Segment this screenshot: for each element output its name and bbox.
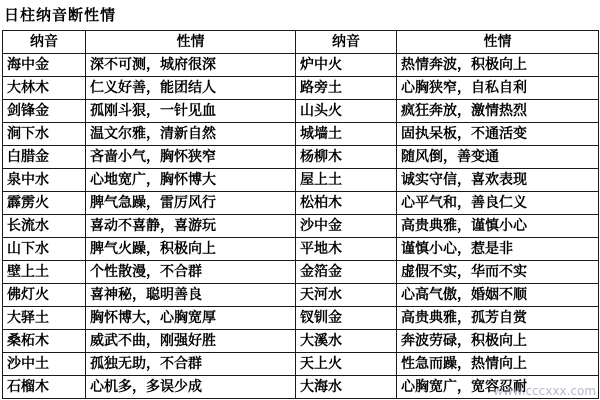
temperament-cell-right: 心高气傲，婚姻不顺 (397, 284, 599, 307)
table-row (3, 77, 599, 100)
nayin-cell-left: 山下水 (3, 238, 86, 261)
temperament-cell-left: 喜动不喜静，喜游玩 (86, 215, 296, 238)
nayin-cell-left: 佛灯火 (3, 284, 86, 307)
nayin-cell-left: 壁上土 (3, 261, 86, 284)
nayin-cell-right: 路旁土 (296, 77, 397, 100)
nayin-cell-left: 大驿土 (3, 307, 86, 330)
nayin-cell-left: 海中金 (3, 54, 86, 77)
watermark: www.cccxxx.com (493, 384, 596, 398)
temperament-cell-right: 诚实守信，喜欢表现 (397, 169, 599, 192)
temperament-cell-right: 高贵典雅，谨慎小心 (397, 215, 599, 238)
table-row (3, 192, 599, 215)
nayin-cell-right: 城墙土 (296, 123, 397, 146)
temperament-cell-right: 热情奔波，积极向上 (397, 54, 599, 77)
table-row (3, 307, 599, 330)
nayin-cell-right: 天上火 (296, 353, 397, 376)
table-body (3, 54, 599, 399)
table-row (3, 238, 599, 261)
temperament-cell-left: 吝啬小气，胸怀狭窄 (86, 146, 296, 169)
nayin-cell-left: 沙中土 (3, 353, 86, 376)
temperament-cell-left: 深不可测，城府很深 (86, 54, 296, 77)
nayin-cell-left: 泉中水 (3, 169, 86, 192)
temperament-cell-right: 疯狂奔放，激情热烈 (397, 100, 599, 123)
table-row (3, 123, 599, 146)
temperament-cell-right: 虚假不实，华而不实 (397, 261, 599, 284)
nayin-cell-right: 松柏木 (296, 192, 397, 215)
temperament-cell-right: 心平气和，善良仁义 (397, 192, 599, 215)
nayin-cell-left: 大林木 (3, 77, 86, 100)
nayin-cell-right: 沙中金 (296, 215, 397, 238)
table-row (3, 146, 599, 169)
nayin-cell-right: 钗钏金 (296, 307, 397, 330)
temperament-cell-left: 个性散漫，不合群 (86, 261, 296, 284)
table-header-row (3, 31, 599, 54)
nayin-cell-right: 平地木 (296, 238, 397, 261)
temperament-cell-left: 脾气火躁，积极向上 (86, 238, 296, 261)
table-row (3, 169, 599, 192)
table-row (3, 54, 599, 77)
temperament-cell-left: 威武不曲，刚强好胜 (86, 330, 296, 353)
table-row (3, 330, 599, 353)
nayin-cell-right: 金箔金 (296, 261, 397, 284)
nayin-cell-right: 大海水 (296, 376, 397, 399)
temperament-cell-left: 胸怀博大，心胸宽厚 (86, 307, 296, 330)
temperament-cell-right: 谨慎小心，惹是非 (397, 238, 599, 261)
temperament-cell-left: 孤独无助，不合群 (86, 353, 296, 376)
nayin-cell-left: 霹雳火 (3, 192, 86, 215)
nayin-cell-left: 桑柘木 (3, 330, 86, 353)
temperament-cell-right: 性急而躁，热情向上 (397, 353, 599, 376)
header-nayin-left: 纳音 (3, 31, 86, 54)
temperament-cell-right: 高贵典雅，孤芳自赏 (397, 307, 599, 330)
table-row (3, 215, 599, 238)
temperament-cell-left: 心机多，多误少成 (86, 376, 296, 399)
temperament-cell-left: 心地宽广，胸怀博大 (86, 169, 296, 192)
nayin-cell-right: 大溪水 (296, 330, 397, 353)
temperament-cell-left: 孤刚斗狠，一针见血 (86, 100, 296, 123)
header-nayin-right: 纳音 (296, 31, 397, 54)
table-row (3, 284, 599, 307)
nayin-cell-left: 剑锋金 (3, 100, 86, 123)
temperament-cell-right: 心胸狭窄，自私自利 (397, 77, 599, 100)
nayin-cell-left: 长流水 (3, 215, 86, 238)
nayin-cell-right: 屋上土 (296, 169, 397, 192)
nayin-cell-left: 涧下水 (3, 123, 86, 146)
nayin-cell-right: 炉中火 (296, 54, 397, 77)
nayin-cell-left: 石榴木 (3, 376, 86, 399)
temperament-cell-left: 仁义好善，能团结人 (86, 77, 296, 100)
table-row (3, 261, 599, 284)
temperament-cell-right: 固执呆板，不通活变 (397, 123, 599, 146)
page-title: 日柱纳音断性情 (4, 6, 117, 24)
temperament-cell-left: 温文尔雅，清新自然 (86, 123, 296, 146)
temperament-cell-right: 奔波劳碌，积极向上 (397, 330, 599, 353)
temperament-cell-right: 心胸宽广，宽容忍耐 (397, 376, 599, 399)
temperament-cell-left: 脾气急躁，雷厉风行 (86, 192, 296, 215)
nayin-cell-right: 杨柳木 (296, 146, 397, 169)
nayin-cell-right: 天河水 (296, 284, 397, 307)
nayin-cell-right: 山头火 (296, 100, 397, 123)
header-temperament-left: 性情 (86, 31, 296, 54)
nayin-cell-left: 白腊金 (3, 146, 86, 169)
table-row (3, 353, 599, 376)
nayin-temperament-table (2, 30, 599, 399)
header-temperament-right: 性情 (397, 31, 599, 54)
temperament-cell-right: 随风倒，善变通 (397, 146, 599, 169)
temperament-cell-left: 喜神秘，聪明善良 (86, 284, 296, 307)
table-row (3, 100, 599, 123)
